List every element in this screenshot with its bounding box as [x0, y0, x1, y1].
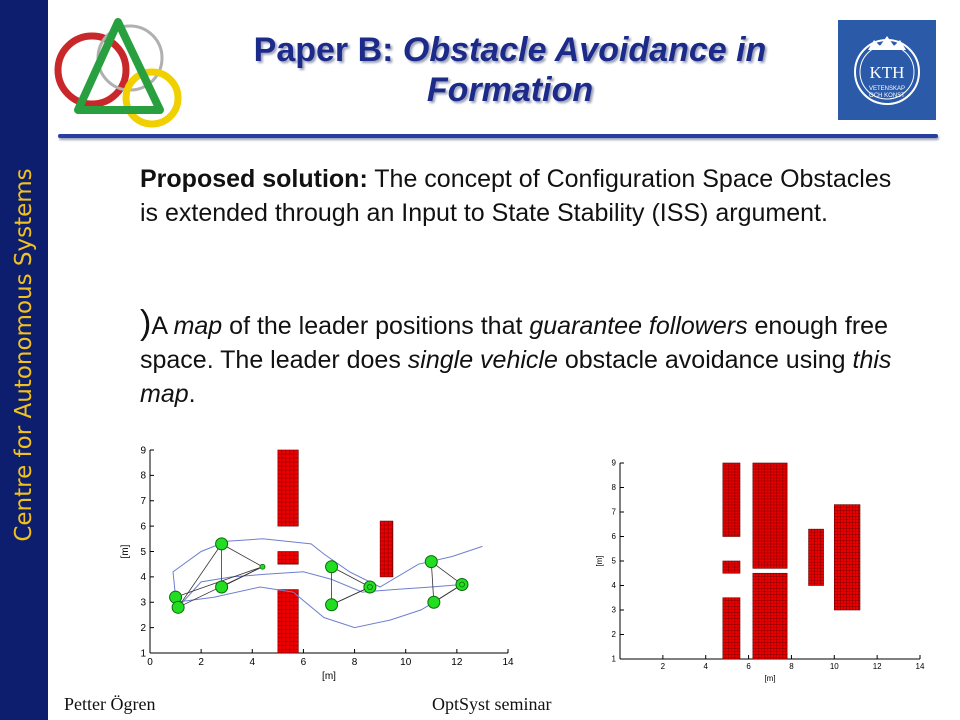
- x-tick-label: 12: [872, 662, 882, 671]
- map-italic-1: map: [173, 312, 223, 340]
- x-tick-label: 4: [249, 657, 256, 668]
- y-tick-label: 2: [140, 622, 146, 634]
- x-tick-label: 2: [660, 662, 666, 671]
- title-divider: [58, 134, 938, 138]
- y-tick-label: 4: [611, 581, 616, 591]
- map-italic-4: this map: [140, 346, 892, 408]
- kth-text: KTH: [869, 63, 905, 82]
- y-tick-label: 8: [140, 470, 146, 482]
- footer-author: Petter Ögren: [64, 694, 156, 714]
- obstacle: [753, 463, 787, 568]
- leader-marker: [260, 564, 265, 569]
- y-tick-label: 9: [140, 445, 146, 457]
- paragraph-solution: [140, 162, 900, 230]
- map-text-3: enough free space. The leader does: [140, 312, 888, 374]
- x-tick-label: 8: [351, 657, 358, 668]
- vehicle-marker: [428, 596, 440, 608]
- x-tick-label: 6: [746, 662, 751, 671]
- y-tick-label: 1: [140, 648, 146, 660]
- vehicle-marker: [425, 556, 437, 568]
- y-tick-label: 9: [611, 458, 616, 468]
- cas-logo: [52, 12, 192, 132]
- formation-trajectory-chart: [112, 440, 532, 685]
- y-axis-label: [m]: [120, 544, 131, 559]
- y-tick-label: 1: [611, 654, 616, 664]
- title-prefix: Paper B:: [253, 31, 394, 69]
- y-axis-label: [m]: [595, 555, 604, 567]
- map-text-4: obstacle avoidance using: [557, 346, 853, 374]
- map-text-1: A: [151, 312, 174, 340]
- configuration-space-chart: [590, 452, 935, 684]
- y-tick-label: 7: [140, 496, 146, 508]
- obstacle: [278, 450, 298, 526]
- map-italic-3: single vehicle: [407, 346, 558, 374]
- x-tick-label: 14: [915, 662, 925, 671]
- formation-link: [222, 544, 263, 567]
- solution-text: The concept of Configuration Space Obstacles is extended through an Input to State Stability (ISS) argument.: [140, 165, 892, 227]
- x-tick-label: 10: [400, 657, 412, 668]
- kth-motto-1: VETENSKAP: [868, 86, 906, 92]
- y-tick-label: 8: [611, 483, 616, 493]
- x-tick-label: 6: [300, 657, 307, 668]
- x-tick-label: 2: [198, 657, 204, 668]
- map-text-5: .: [188, 380, 196, 408]
- x-tick-label: 4: [703, 662, 708, 671]
- x-axis-label: [m]: [322, 671, 336, 682]
- y-tick-label: 4: [140, 572, 146, 584]
- formation-link: [332, 567, 370, 587]
- sidebar: [0, 0, 48, 720]
- y-tick-label: 7: [611, 507, 616, 517]
- obstacle: [278, 552, 298, 565]
- obstacle: [278, 590, 298, 653]
- map-text-2: of the leader positions that: [222, 312, 530, 340]
- kth-logo: [838, 20, 936, 120]
- leader-marker: [367, 585, 372, 590]
- page-title: [200, 30, 820, 110]
- y-tick-label: 3: [611, 605, 616, 615]
- x-tick-label: 14: [502, 657, 514, 668]
- formation-link: [178, 544, 221, 607]
- x-tick-label: 12: [451, 657, 463, 668]
- title-italic: Obstacle Avoidance in Formation: [402, 31, 767, 109]
- y-tick-label: 2: [611, 630, 616, 640]
- vehicle-marker: [326, 561, 338, 573]
- x-tick-label: 8: [789, 662, 794, 671]
- leader-marker: [459, 582, 464, 587]
- vehicle-marker: [216, 538, 228, 550]
- sidebar-title: Centre for Autonomous Systems: [11, 168, 37, 542]
- x-tick-label: 10: [829, 662, 839, 671]
- y-tick-label: 6: [140, 521, 146, 533]
- vehicle-marker: [216, 581, 228, 593]
- obstacle: [834, 505, 860, 610]
- vehicle-marker: [172, 601, 184, 613]
- y-tick-label: 3: [140, 597, 146, 609]
- y-tick-label: 6: [611, 532, 616, 542]
- trajectory-path: [176, 587, 434, 628]
- obstacle: [723, 463, 740, 537]
- x-axis-label: [m]: [764, 674, 776, 683]
- kth-motto-2: OCH KONST: [869, 93, 905, 99]
- solution-label: Proposed solution:: [140, 165, 368, 193]
- implies-icon: ): [140, 304, 152, 342]
- vehicle-marker: [326, 599, 338, 611]
- formation-link: [222, 567, 263, 587]
- obstacle: [753, 573, 787, 659]
- footer-event: OptSyst seminar: [432, 694, 552, 714]
- y-tick-label: 5: [140, 546, 146, 558]
- y-tick-label: 5: [611, 556, 616, 566]
- x-tick-label: 0: [147, 657, 153, 668]
- paragraph-map: [140, 306, 900, 411]
- map-italic-2: guarantee followers: [529, 312, 748, 340]
